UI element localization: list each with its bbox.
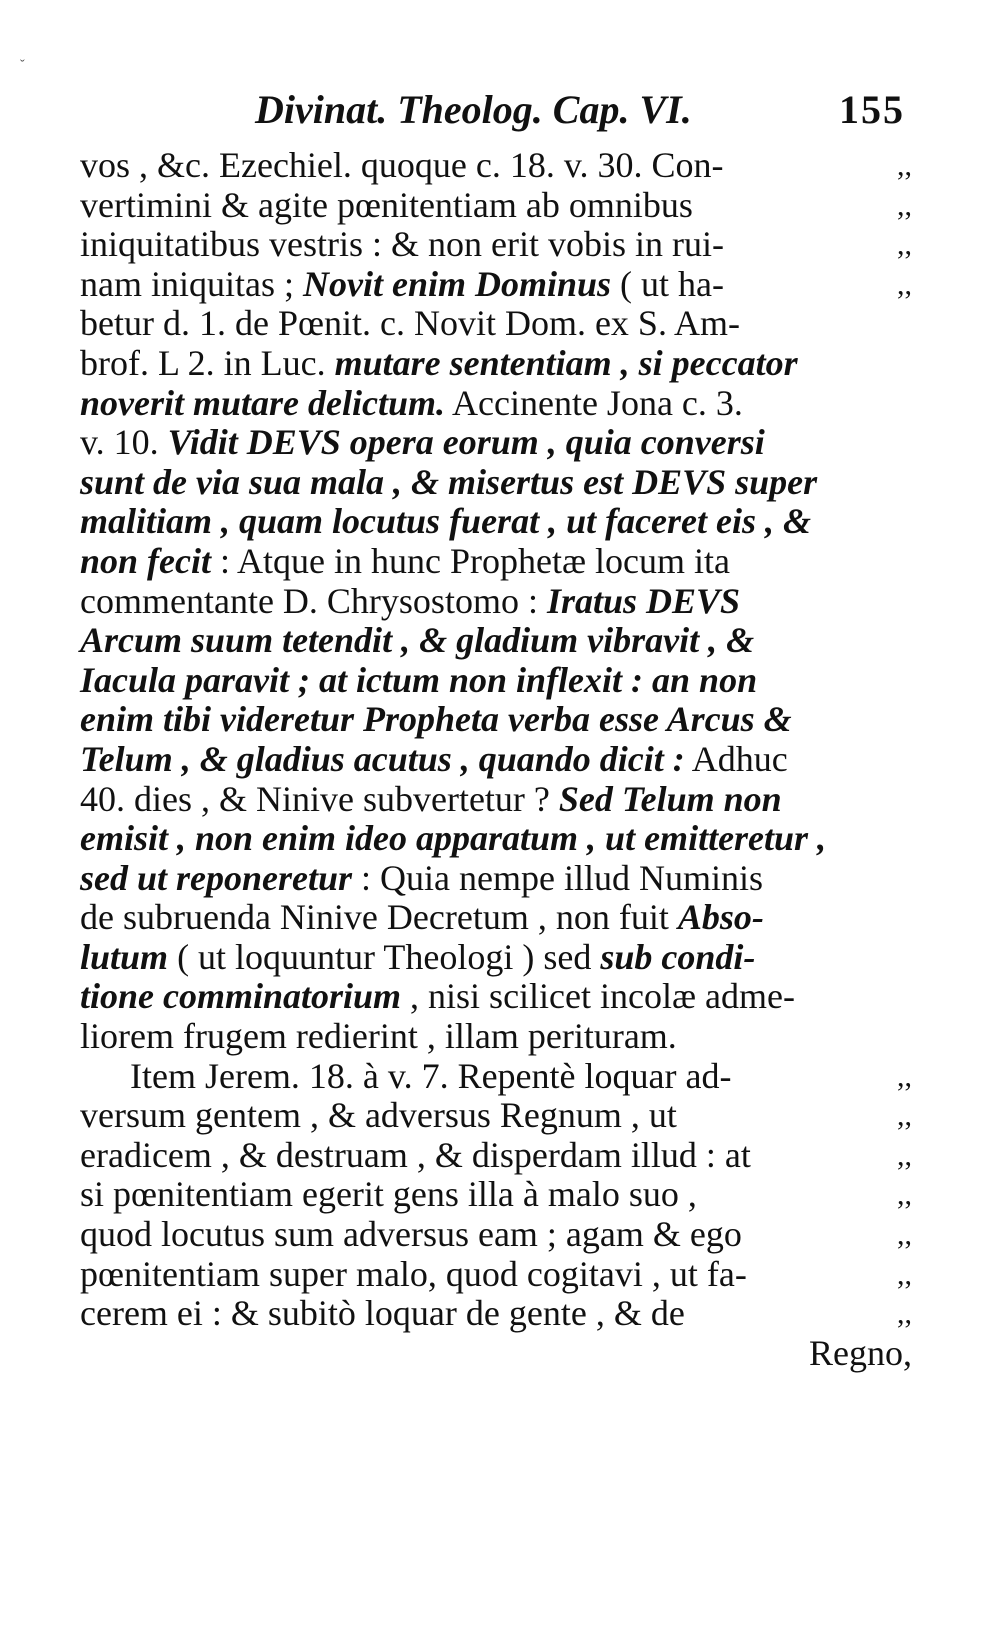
text-line [80,542,912,582]
text-line [80,582,912,622]
roman-text: si pœnitentiam egerit gens illa à malo suo , [80,1174,697,1215]
italic-text: emisit , non enim ideo apparatum , ut emitteretur , [80,818,827,859]
roman-text: ( ut ha- [611,263,724,304]
italic-text: Arcum suum tetendit , & gladium vibravit , & [80,620,755,661]
text-line [80,463,912,503]
roman-text: Item Jerem. 18. à v. 7. Repentè loquar ad- [130,1055,732,1096]
roman-text: 40. dies , & Ninive subvertetur ? [80,778,559,819]
italic-text: sunt de via sua mala , & misertus est DEVS super [80,461,818,502]
italic-text: mutare sententiam , si peccator [334,342,798,383]
text-line [80,265,912,305]
italic-text: lutum [80,936,169,977]
text-line [80,859,912,899]
body-text [80,146,912,1373]
italic-text: malitiam , quam locutus fuerat , ut faceret eis , & [80,501,812,542]
roman-text: Regno, [809,1332,912,1373]
quote-mark: ,, [897,1099,912,1133]
text-line [80,819,912,859]
italic-text: Iratus DEVS [546,580,741,621]
text-line [80,898,912,938]
text-line [80,1017,912,1057]
italic-text: noverit mutare delictum. [80,382,445,423]
running-title: Divinat. Theolog. Cap. VI. [255,87,692,132]
italic-text: sed ut reponeretur [80,857,353,898]
page-number: 155 [839,87,905,132]
margin-mark: ˇ [20,58,25,73]
text-line [80,661,912,701]
quote-mark: ,, [897,267,912,301]
roman-text: commentante D. Chrysostomo : [80,580,547,621]
text-line [80,1096,912,1136]
text-line [80,146,912,186]
quote-mark: ,, [897,1059,912,1093]
text-line [80,1215,912,1255]
quote-mark: ,, [897,1178,912,1212]
roman-text: liorem frugem redierint , illam perituram. [80,1016,677,1057]
text-line [80,225,912,265]
roman-text: vertimini & agite pœnitentiam ab omnibus [80,184,693,225]
roman-text: Accinente Jona c. 3. [445,382,743,423]
text-line [80,977,912,1017]
text-line [80,938,912,978]
roman-text: betur d. 1. de Pœnit. c. Novit Dom. ex S. Am- [80,303,740,344]
text-line [80,621,912,661]
quote-mark: ,, [897,228,912,262]
roman-text: pœnitentiam super malo, quod cogitavi , ut fa- [80,1253,747,1294]
quote-mark: ,, [897,149,912,182]
italic-text: enim tibi videretur Propheta verba esse Arcus & [80,699,792,740]
roman-text: de subruenda Ninive Decretum , non fuit [80,897,678,938]
italic-text: Abso- [677,897,764,938]
roman-text: cerem ei : & subitò loquar de gente , & de [80,1293,685,1334]
quote-mark: ,, [897,1138,912,1172]
italic-text: Iacula paravit ; at ictum non inflexit : an non [80,659,758,700]
text-line [80,1294,912,1334]
roman-text: , nisi scilicet incolæ adme- [401,976,795,1017]
roman-text: : Quia nempe illud Numinis [352,857,763,898]
text-line [80,700,912,740]
italic-text: Novit enim Dominus [302,263,612,304]
italic-text: Vidit DEVS opera eorum , quia conversi [167,422,765,463]
roman-text: Adhuc [684,738,788,779]
text-line [80,344,912,384]
roman-text: brof. L 2. in Luc. [80,342,335,383]
text-line [80,384,912,424]
roman-text: versum gentem , & adversus Regnum , ut [80,1095,677,1136]
text-line [80,1255,912,1295]
text-line [80,780,912,820]
text-line [80,740,912,780]
quote-mark: ,, [897,1257,912,1291]
italic-text: non fecit [80,540,211,581]
text-line [80,1334,912,1374]
roman-text: iniquitatibus vestris : & non erit vobis in rui- [80,224,724,265]
italic-text: sub condi- [600,936,756,977]
roman-text: : Atque in hunc Prophetæ locum ita [211,540,730,581]
text-line [80,423,912,463]
text-line [80,304,912,344]
roman-text: vos , &c. Ezechiel. quoque c. 18. v. 30. Con- [80,145,724,185]
roman-text: ( ut loquuntur Theologi ) sed [168,936,601,977]
roman-text: v. 10. [80,422,168,463]
running-header [255,86,905,136]
italic-text: Telum , & gladius acutus , quando dicit : [80,738,685,779]
text-line [80,186,912,226]
quote-mark: ,, [897,188,912,222]
roman-text: nam iniquitas ; [80,263,303,304]
italic-text: tione comminatorium [80,976,402,1017]
italic-text: Sed Telum non [558,778,782,819]
text-line [80,502,912,542]
quote-mark: ,, [897,1297,912,1331]
quote-mark: ,, [897,1218,912,1252]
roman-text: eradicem , & destruam , & disperdam illud : at [80,1134,751,1175]
text-line [80,1057,912,1097]
roman-text: quod locutus sum adversus eam ; agam & ego [80,1214,742,1255]
text-line [80,1136,912,1176]
text-line [80,1175,912,1215]
